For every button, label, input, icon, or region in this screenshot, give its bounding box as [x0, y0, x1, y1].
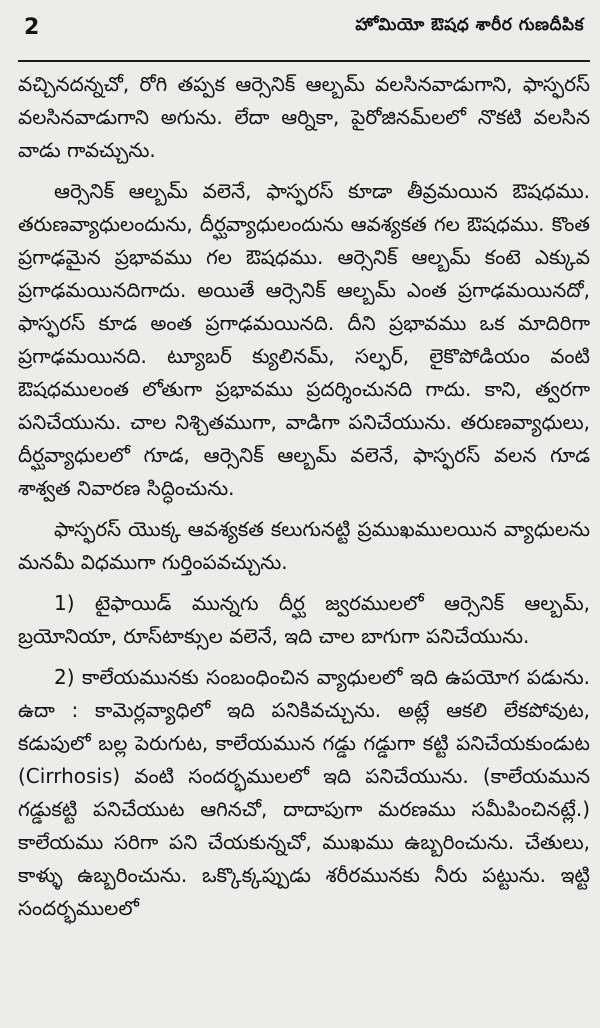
- paragraph: ఫాస్ఫరస్ యొక్క ఆవశ్యకత కలుగునట్టి ప్రముఖములయిన వ్యాధులను మనమీ విధముగా గుర్తింపవచ్చును.: [18, 517, 590, 574]
- page-header: [18, 0, 590, 62]
- paragraph: వచ్చినదన్నచో, రోగి తప్పక ఆర్సెనిక్ ఆల్బమ్ వలసినవాడుగాని, ఫాస్ఫరస్ వలసినవాడుగాని అగును. లేదా ఆర్నికా, పైరోజినమ్‌లలో నొకటి వలసిన వాడు గావచ్చును.: [18, 72, 590, 162]
- page-number: 2: [24, 14, 40, 40]
- paragraph: ఆర్సెనిక్ ఆల్బమ్ వలెనే, ఫాస్ఫరస్ కూడా తీవ్రమయిన ఔషధము. తరుణవ్యాధులందును, దీర్ఘవ్యాధులందును ఆవశ్యకత గల ఔషధము. కొంత ప్రగాఢమైన ప్రభావము గల ఔషధము. ఆర్సెనిక్ ఆల్బమ్ కంటె ఎక్కువ ప్రగాఢమయినదిగాదు. అయితే ఆర్సెనిక్ ఆల్బమ్ ఎంత ప్రగాఢమయినదో, ఫాస్ఫరస్ కూడ అంత ప్రగాఢమయినది. దీని ప్రభావము ఒక మాదిరిగా ప్రగాఢమయినది. ట్యూబర్ క్యులినమ్, సల్ఫర్, లైకొపోడియం వంటి ఔషధములంత లోతుగా ప్రభావము ప్రదర్శించునది గాదు. కాని, త్వరగా పనిచేయును. చాల నిశ్చితముగా, వాడిగా పనిచేయును. తరుణవ్యాధులు, దీర్ఘవ్యాధులలో గూడ, ఆర్సెనిక్ ఆల్బమ్ వలెనే, ఫాస్ఫరస్ వలన గూడ శాశ్వత నివారణ సిద్ధించును.: [18, 179, 590, 500]
- paragraph: 1) టైఫాయిడ్ మున్నగు దీర్ఘ జ్వరములలో ఆర్సెనిక్ ఆల్బమ్, బ్రయోనియా, రూస్‌టాక్సుల వలెనే, ఇది చాల బాగుగా పనిచేయును.: [18, 591, 590, 648]
- paragraph: 2) కాలేయమునకు సంబంధించిన వ్యాధులలో ఇది ఉపయోగ పడును. ఉదా : కామెర్లవ్యాధిలో ఇది పనికివచ్చును. అట్లే ఆకలి లేకపోవుట, కడుపులో బల్ల పెరుగుట, కాలేయమున గడ్డు గడ్డుగా కట్టి పనిచేయకుండుట (Cirrhosis) వంటి సందర్భములలో ఇది పనిచేయును. (కాలేయమున గడ్డుకట్టి పనిచేయుట ఆగినచో, దాదాపుగా మరణము సమీపించినట్లే.) కాలేయము సరిగా పని చేయకున్నచో, ముఖము ఉబ్బరించును. చేతులు, కాళ్ళు ఉబ్బరించును. ఒక్కొక్కప్పుడు శరీరమునకు నీరు పట్టును. ఇట్టి సందర్భములలో: [18, 665, 590, 920]
- running-title: హోమియో ఔషధ శారీర గుణదీపిక: [355, 15, 584, 35]
- body-text: [18, 68, 590, 925]
